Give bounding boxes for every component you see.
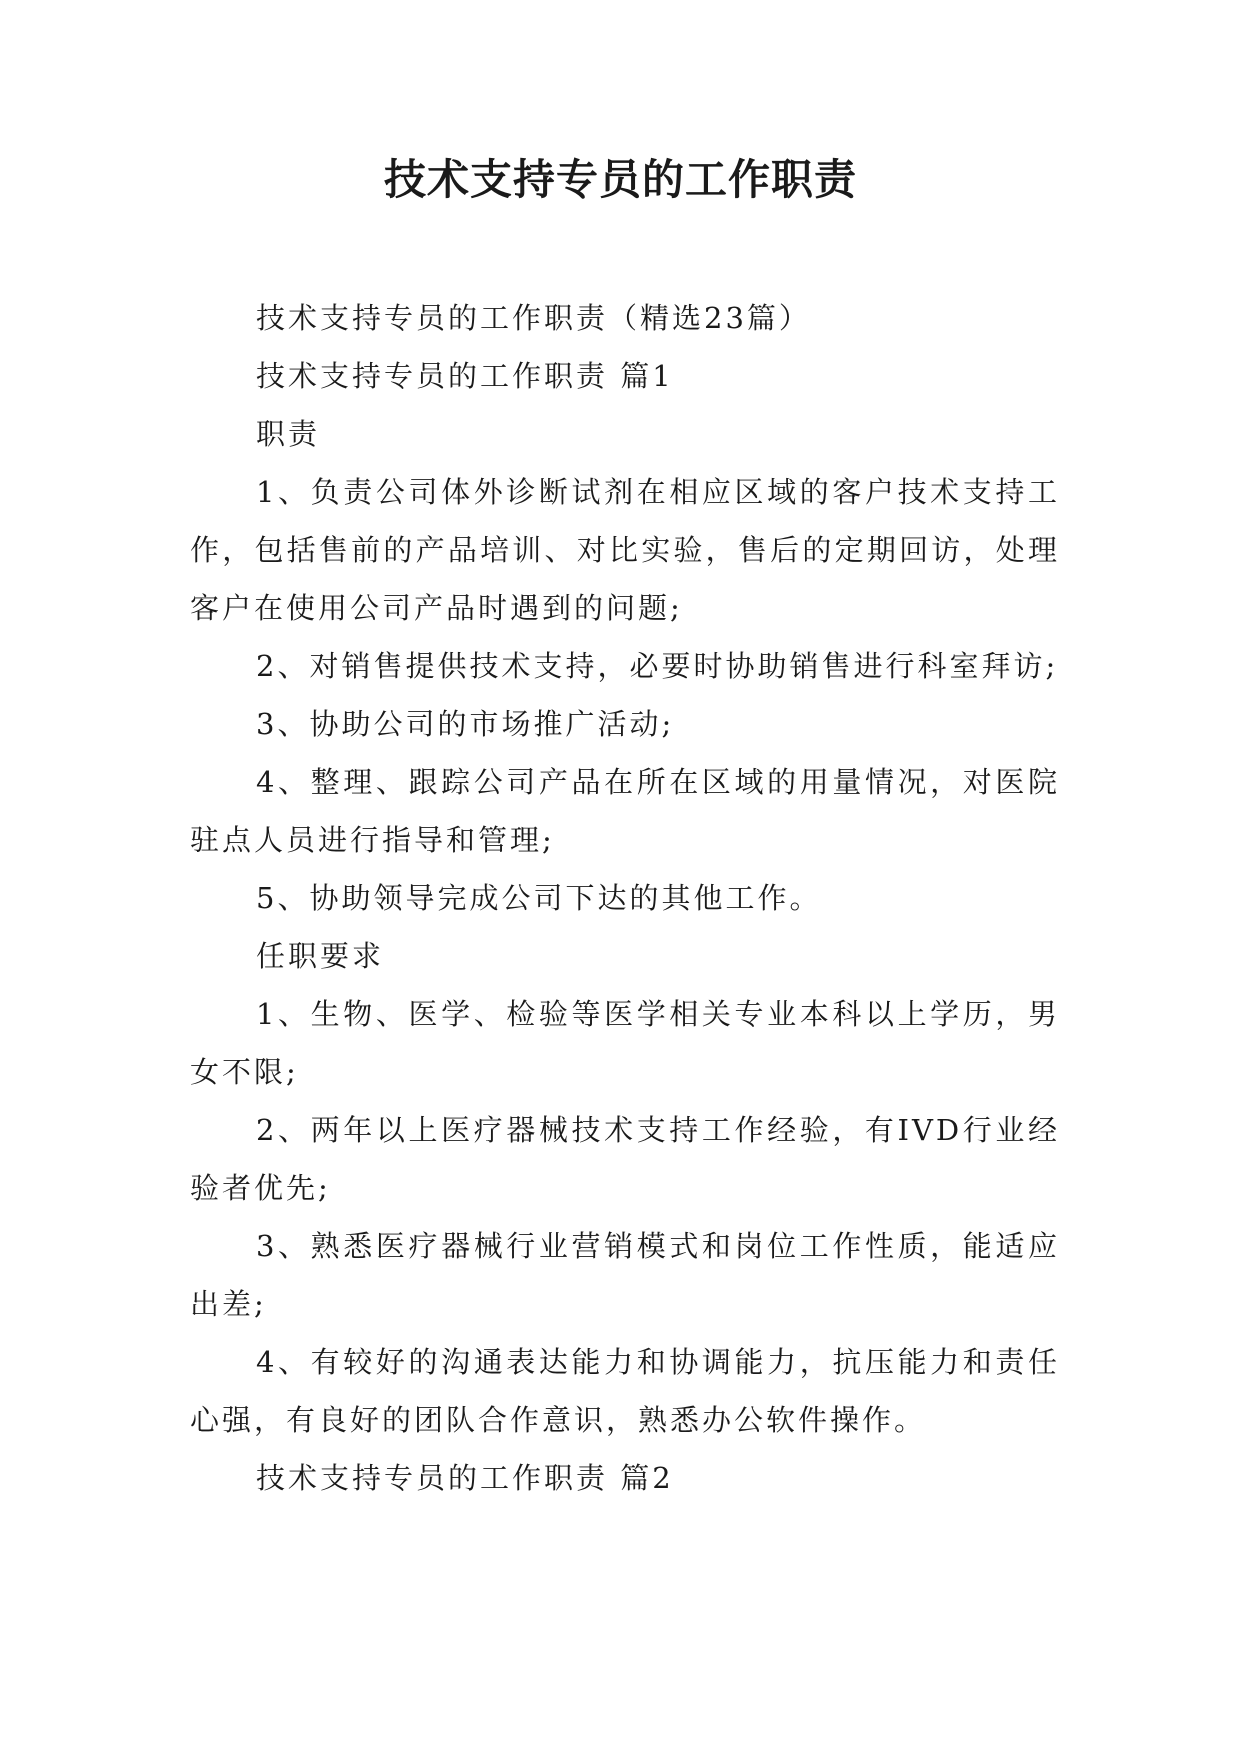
document-title: 技术支持专员的工作职责: [383, 155, 857, 204]
subheading-duties: 职责: [256, 417, 321, 451]
duty-item: 2、对销售提供技术支持，必要时协助销售进行科室拜访;: [256, 649, 1059, 683]
duty-item: 4、整理、跟踪公司产品在所在区域的用量情况，对医院驻点人员进行指导和管理;: [190, 765, 1060, 857]
subheading-requirements: 任职要求: [256, 939, 385, 973]
document-body: [190, 289, 1060, 1507]
duty-item: 1、负责公司体外诊断试剂在相应区域的客户技术支持工作，包括售前的产品培训、对比实验，售后的定期回访，处理客户在使用公司产品时遇到的问题;: [190, 475, 1060, 625]
paragraph-subtitle: 技术支持专员的工作职责（精选23篇）: [256, 301, 811, 335]
requirement-item: 1、生物、医学、检验等医学相关专业本科以上学历，男女不限;: [190, 997, 1060, 1089]
duty-item: 5、协助领导完成公司下达的其他工作。: [256, 881, 822, 915]
section-heading-2: 技术支持专员的工作职责 篇2: [256, 1461, 674, 1495]
requirement-item: 4、有较好的沟通表达能力和协调能力，抗压能力和责任心强，有良好的团队合作意识，熟悉办公软件操作。: [190, 1345, 1060, 1437]
requirement-item: 3、熟悉医疗器械行业营销模式和岗位工作性质，能适应出差;: [190, 1229, 1060, 1321]
requirement-item: 2、两年以上医疗器械技术支持工作经验，有IVD行业经验者优先;: [190, 1113, 1060, 1205]
duty-item: 3、协助公司的市场推广活动;: [256, 707, 675, 741]
section-heading-1: 技术支持专员的工作职责 篇1: [256, 359, 674, 393]
